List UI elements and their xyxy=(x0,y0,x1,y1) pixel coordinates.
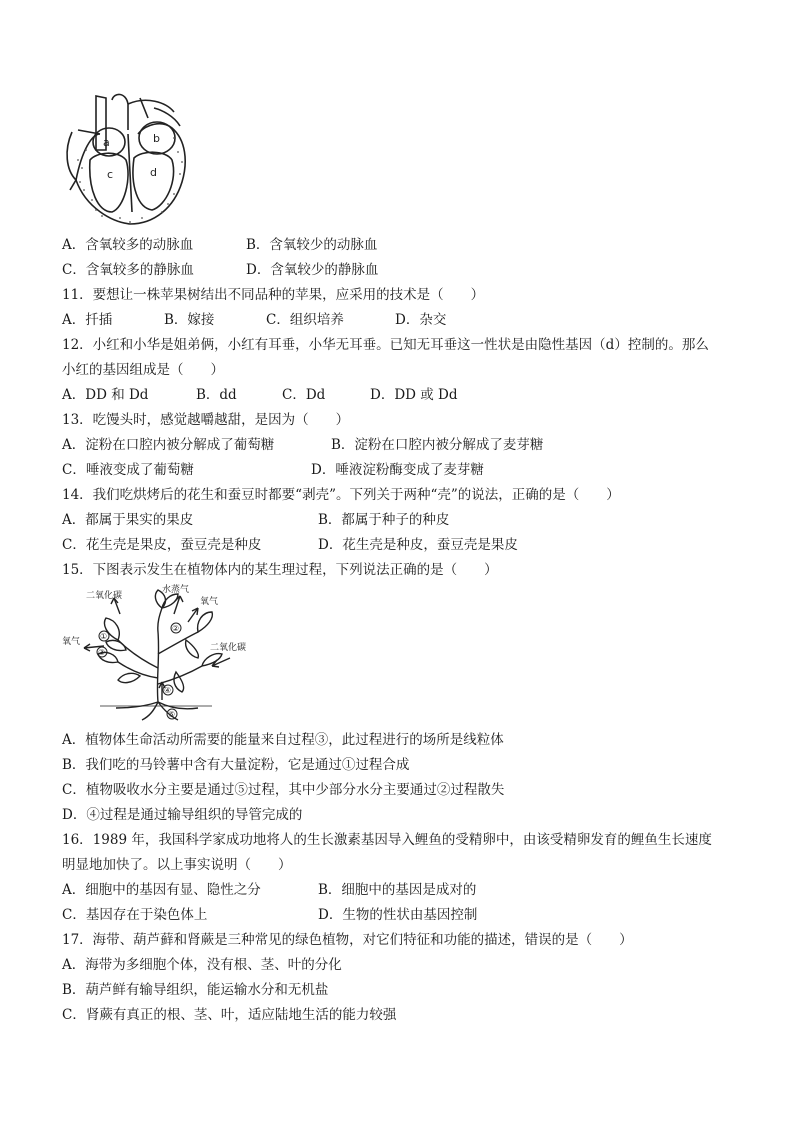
q15-option-b: B．我们吃的马铃薯中含有大量淀粉，它是通过①过程合成 xyxy=(62,757,410,773)
q13-stem: 13．吃馒头时，感觉越嚼越甜，是因为（ ） xyxy=(62,412,350,428)
q15-option-a: A．植物体生命活动所需要的能量来自过程③，此过程进行的场所是线粒体 xyxy=(62,732,504,748)
label-process-5: ⑤ xyxy=(168,710,176,719)
q17-option-a: A．海带为多细胞个体，没有根、茎、叶的分化 xyxy=(62,957,342,973)
q12-stem-line1: 12．小红和小华是姐弟俩，小红有耳垂，小华无耳垂。已知无耳垂这一性状是由隐性基因（d）控制的。那么 xyxy=(62,337,709,353)
q15-stem: 15．下图表示发生在植物体内的某生理过程，下列说法正确的是（ ） xyxy=(62,562,498,578)
plant-process-diagram xyxy=(62,584,252,722)
q11-option-a: A．扦插 xyxy=(62,312,113,328)
q14-option-c: C．花生壳是果皮，蚕豆壳是种皮 xyxy=(62,537,262,553)
q11-option-c: C．组织培养 xyxy=(266,312,344,328)
label-process-3: ③ xyxy=(98,648,106,657)
q12-option-c: C．Dd xyxy=(282,387,326,403)
q14-option-a: A．都属于果实的果皮 xyxy=(62,512,194,528)
q16-stem-line1: 16．1989 年，我国科学家成功地将人的生长激素基因导入鲤鱼的受精卵中，由该受精卵发育的鲤鱼生长速度 xyxy=(62,832,712,848)
label-process-1: ① xyxy=(100,632,108,641)
label-oxygen-left: 氧气 xyxy=(62,637,81,647)
q11-option-b: B．嫁接 xyxy=(164,312,215,328)
heart-label-c: c xyxy=(107,168,114,181)
q10-option-a: A．含氧较多的动脉血 xyxy=(62,237,194,253)
q16-stem-line2: 明显地加快了。以上事实说明（ ） xyxy=(62,857,292,873)
q12-option-a: A．DD 和 Dd xyxy=(62,387,149,403)
q16-option-b: B．细胞中的基因是成对的 xyxy=(318,882,477,898)
q14-option-b: B．都属于种子的种皮 xyxy=(318,512,450,528)
q17-option-b: B．葫芦鲜有输导组织，能运输水分和无机盐 xyxy=(62,982,329,998)
label-process-4: ④ xyxy=(164,686,172,695)
q12-option-b: B．dd xyxy=(196,387,237,403)
heart-label-d: d xyxy=(150,166,157,179)
label-water-vapor: 水蒸气 xyxy=(162,585,190,595)
q11-stem: 11．要想让一株苹果树结出不同品种的苹果，应采用的技术是（ ） xyxy=(62,287,485,303)
heart-label-a: a xyxy=(103,136,110,149)
q11-option-d: D．杂交 xyxy=(395,312,447,328)
q13-option-b: B．淀粉在口腔内被分解成了麦芽糖 xyxy=(331,437,544,453)
label-oxygen-right: 氧气 xyxy=(200,597,219,607)
q17-option-c: C．肾蕨有真正的根、茎、叶，适应陆地生活的能力较强 xyxy=(62,1007,397,1023)
q16-option-d: D．生物的性状由基因控制 xyxy=(318,907,478,923)
q14-stem: 14．我们吃烘烤后的花生和蚕豆时都要“剥壳”。下列关于两种“壳”的说法，正确的是（ ） xyxy=(62,487,620,503)
q16-option-a: A．细胞中的基因有显、隐性之分 xyxy=(62,882,261,898)
q13-option-d: D．唾液淀粉酶变成了麦芽糖 xyxy=(311,462,484,478)
q12-option-d: D．DD 或 Dd xyxy=(370,387,458,403)
heart-diagram xyxy=(62,90,192,230)
label-process-2: ② xyxy=(172,624,180,633)
label-co2-top: 二氧化碳 xyxy=(86,591,123,601)
q10-option-b: B．含氧较少的动脉血 xyxy=(246,237,378,253)
q14-option-d: D．花生壳是种皮，蚕豆壳是果皮 xyxy=(318,537,518,553)
q15-option-c: C．植物吸收水分主要是通过⑤过程，其中少部分水分主要通过②过程散失 xyxy=(62,782,505,798)
q10-option-d: D．含氧较少的静脉血 xyxy=(246,262,379,278)
q12-stem-line2: 小红的基因组成是（ ） xyxy=(62,362,224,378)
heart-label-b: b xyxy=(153,132,160,145)
q13-option-c: C．唾液变成了葡萄糖 xyxy=(62,462,194,478)
q16-option-c: C．基因存在于染色体上 xyxy=(62,907,208,923)
q17-stem: 17．海带、葫芦藓和肾蕨是三种常见的绿色植物，对它们特征和功能的描述，错误的是（ ） xyxy=(62,932,633,948)
q10-option-c: C．含氧较多的静脉血 xyxy=(62,262,194,278)
label-co2-right: 二氧化碳 xyxy=(210,643,247,653)
q13-option-a: A．淀粉在口腔内被分解成了葡萄糖 xyxy=(62,437,275,453)
q15-option-d: D．④过程是通过输导组织的导管完成的 xyxy=(62,807,303,823)
